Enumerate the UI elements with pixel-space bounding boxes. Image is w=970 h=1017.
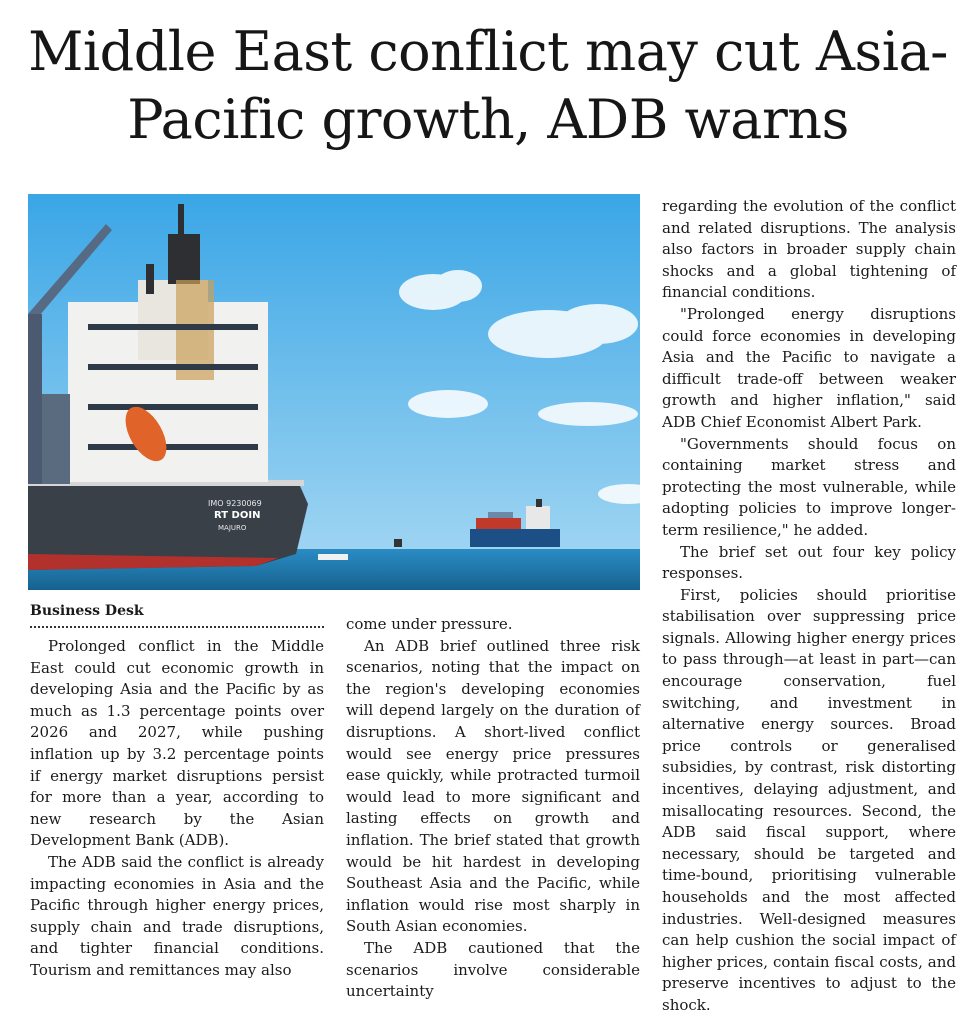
paragraph: Prolonged conflict in the Middle East could cut economic growth in developing Asia and the Pacific by as much as 1.3 percentage points over 2026 and 2027, while pushing inflation up by 3.2 percentage points if energy market disruptions persist for more than a year, according to new research by the Asian Development Bank (ADB). [30, 637, 324, 850]
hull-registration: IMO 9230069 [208, 499, 262, 508]
headline: Middle East conflict may cut Asia-Pacific growth, ADB warns [28, 20, 948, 151]
article-column-2 [346, 614, 640, 1003]
paragraph: regarding the evolution of the conflict and related disruptions. The analysis also factors in broader supply chain shocks and a global tightening of financial conditions. [662, 197, 956, 302]
cargo-ship-photo [28, 194, 640, 590]
paragraph: The brief set out four key policy responses. [662, 542, 956, 583]
paragraph: First, policies should prioritise stabilisation over suppressing price signals. Allowing higher energy prices to pass through—at least in part—can encourage conservation, fuel switching, and investment in alternative energy sources. Broad price controls or generalised subsidies, by contrast, risk distorting incentives, delaying adjustment, and misallocating resources. Second, the ADB said fiscal support, where necessary, should be targeted and time-bound, prioritising vulnerable households and the most affected industries. Well-designed measures can help cushion the social impact of higher prices, contain fiscal costs, and preserve incentives to adjust to the shock. [662, 585, 956, 1014]
ship-port: MAJURO [218, 524, 247, 532]
paragraph: The ADB cautioned that the scenarios involve considerable uncertainty [346, 938, 640, 1001]
paragraph: The ADB said the conflict is already impacting economies in Asia and the Pacific through higher energy prices, supply chain and trade disruptions, and tighter financial conditions. Tourism and remittances may also [30, 852, 324, 979]
article-column-1 [30, 636, 324, 982]
ship-name: RT DOIN [214, 510, 261, 521]
paragraph: come under pressure. [346, 615, 513, 633]
paragraph: An ADB brief outlined three risk scenarios, noting that the impact on the region's developing economies will depend largely on the duration of disruptions. A short-lived conflict would see energy price pressures ease quickly, while protracted turmoil would lead to more significant and lasting effects on growth and inflation. The brief stated that growth would be hit hardest in developing Southeast Asia and the Pacific, while inflation would rise most sharply in South Asian economies. [346, 636, 640, 936]
article-column-3 [662, 196, 956, 1017]
paragraph: "Governments should focus on containing market stress and protecting the most vulnerable, while adopting policies to improve longer-term resilience," he added. [662, 434, 956, 539]
byline: Business Desk [30, 603, 324, 628]
paragraph: "Prolonged energy disruptions could force economies in developing Asia and the Pacific to navigate a difficult trade-off between weaker growth and higher inflation," said ADB Chief Economist Albert Park. [662, 304, 956, 431]
cargo-ship-illustration [28, 194, 640, 590]
